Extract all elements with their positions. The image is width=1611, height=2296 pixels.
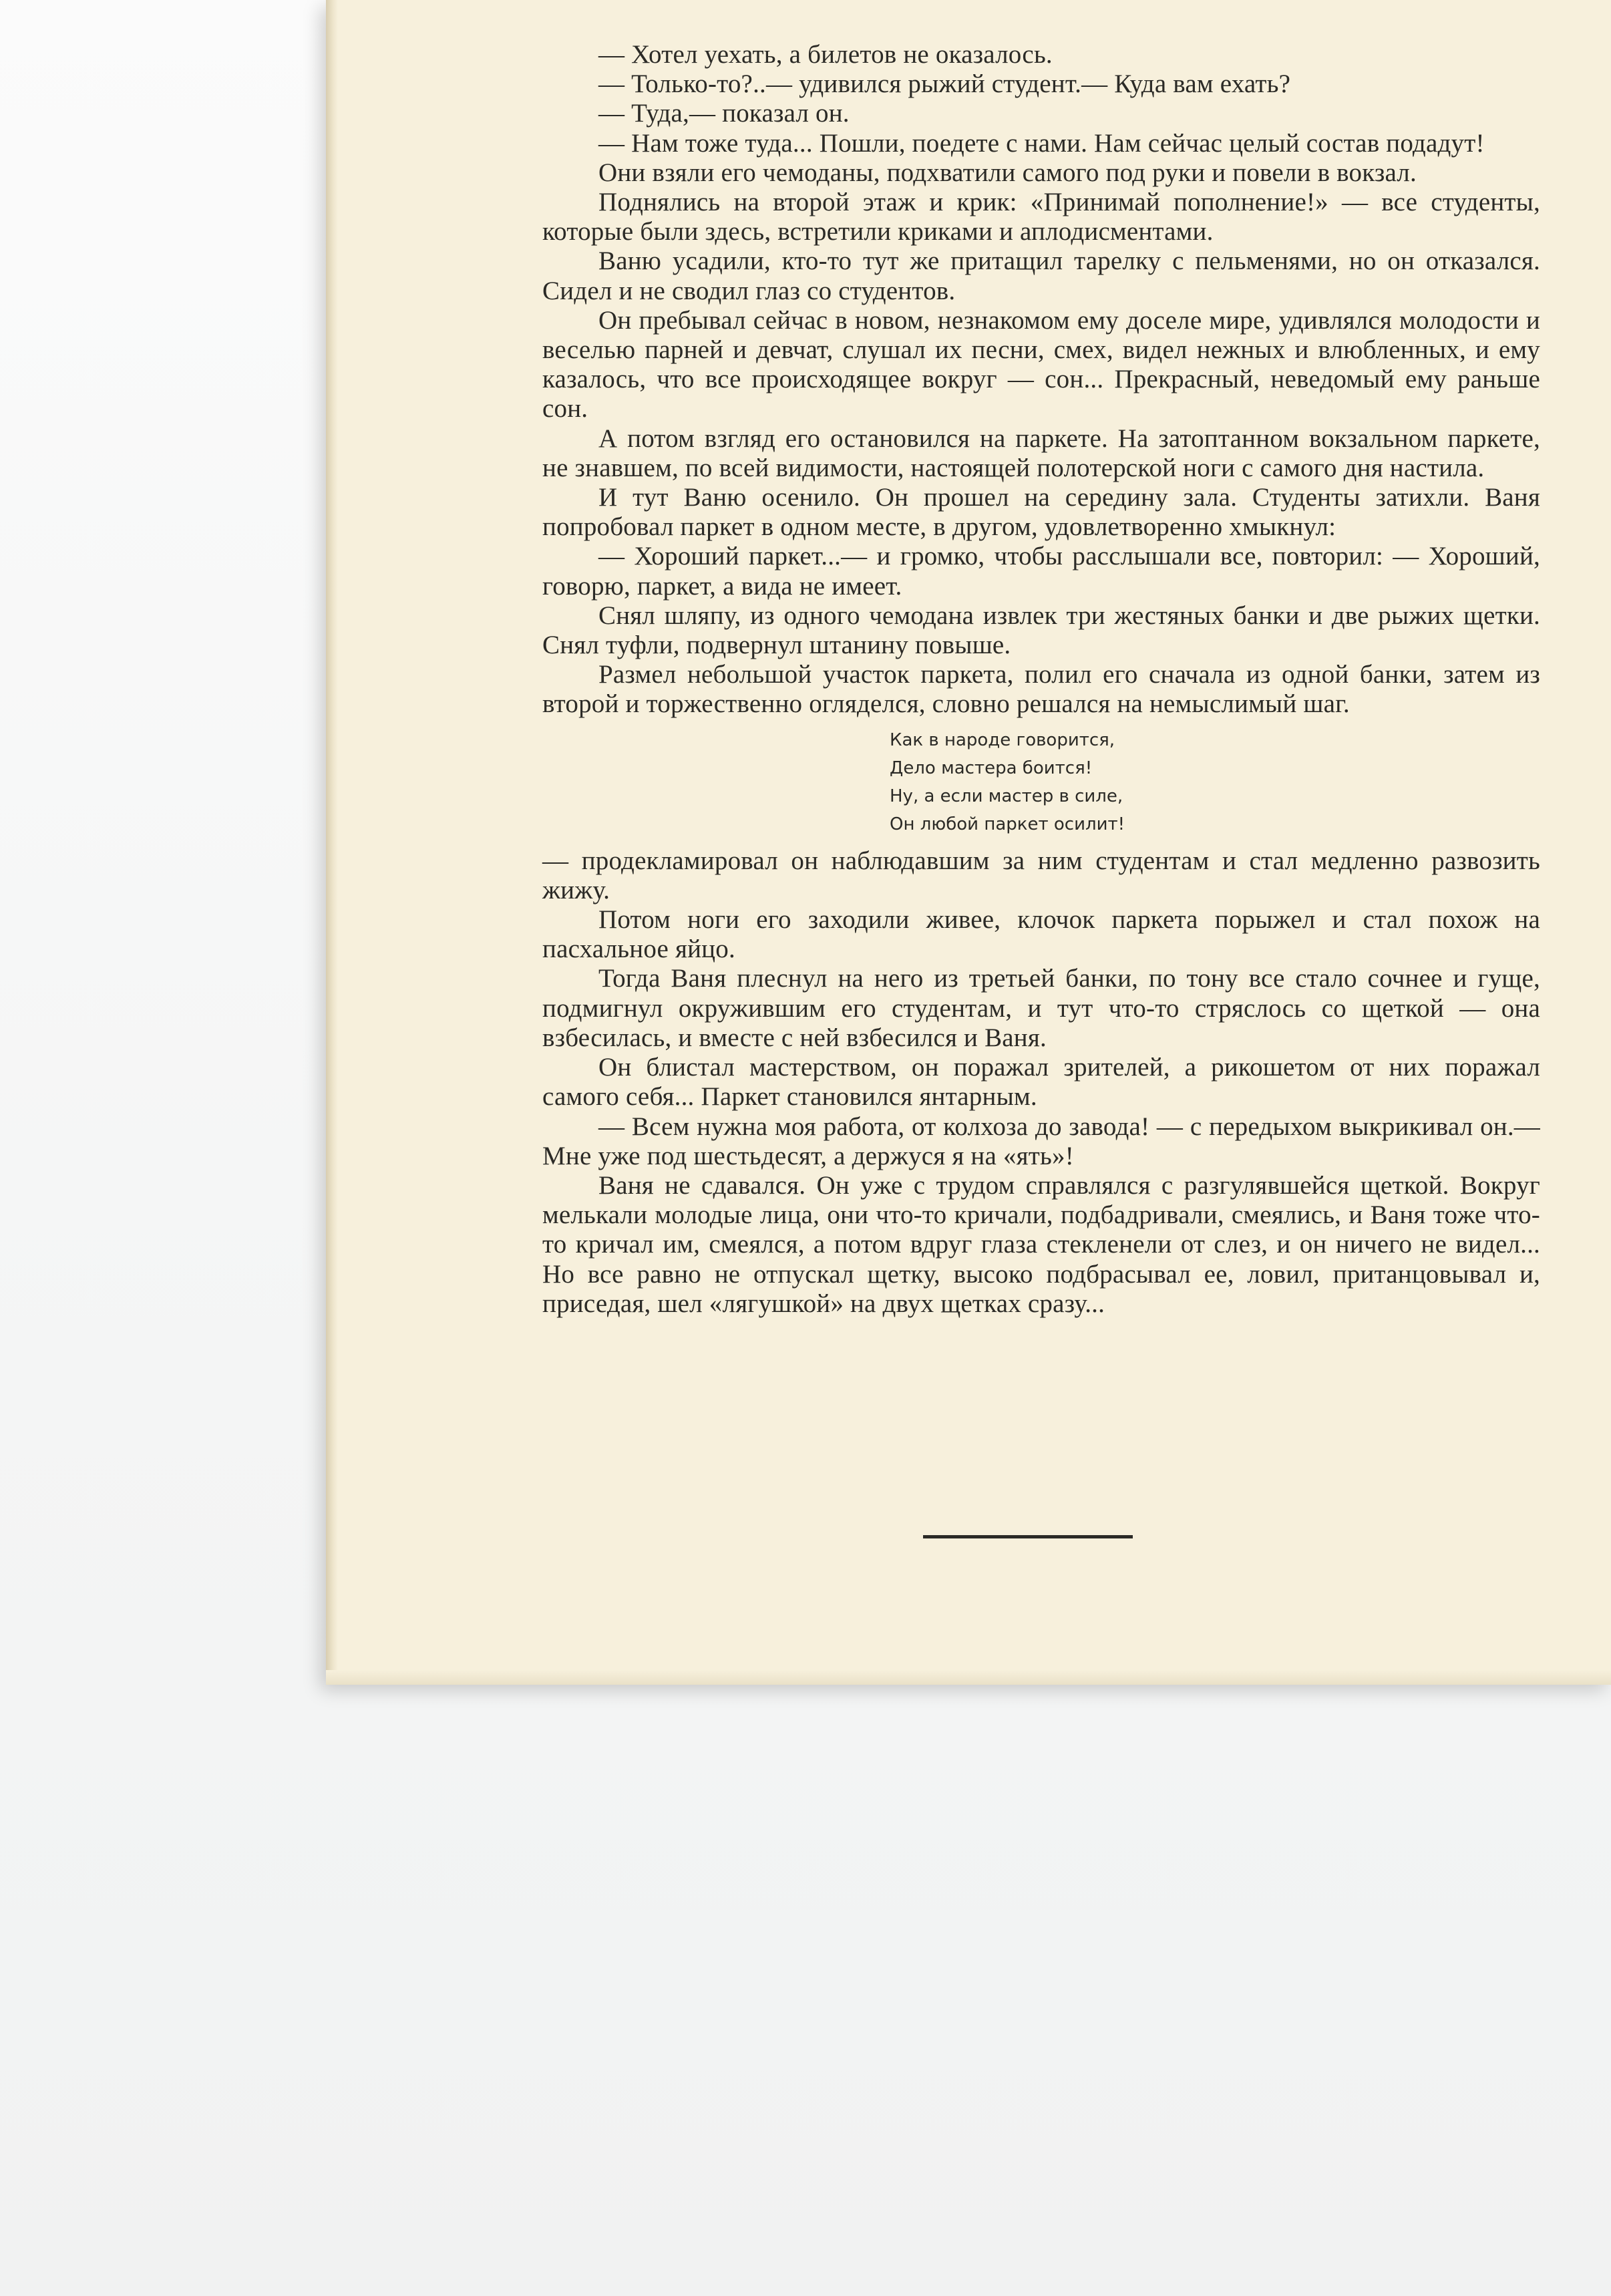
poem-line: Ну, а если мастер в силе, [890, 786, 1123, 806]
paragraph: Снял шляпу, из одного чемодана извлек три жестяных банки и две рыжих щетки. Снял туфли, подвернул штанину повыше. [542, 601, 1540, 660]
paragraph: — Туда,— показал он. [598, 99, 850, 128]
paragraph: Тогда Ваня плеснул на него из третьей банки, по тону все стало сочнее и гуще, подмигнул окружившим его студентам, и тут что-то стряслось со щеткой — она взбесилась, и вместе с ней взбесился и Ваня. [542, 964, 1540, 1052]
paragraph-after-poem: — продекламировал он наблюдавшим за ним студентам и стал медленно развозить жижу. [542, 846, 1540, 905]
paragraph: Потом ноги его заходили живее, клочок паркета порыжел и стал похож на пасхальное яйцо. [542, 905, 1540, 964]
page-bottom-edge [326, 1670, 1611, 1685]
paragraph: — Только-то?..— удивился рыжий студент.— Куда вам ехать? [598, 69, 1291, 99]
page-text [542, 40, 1540, 1319]
paragraph: Он блистал мастерством, он поражал зрителей, а рикошетом от них поражал самого себя... Паркет становился янтарным. [542, 1053, 1540, 1112]
poem-line: Он любой паркет осилит! [890, 814, 1125, 834]
paragraph: Ваня не сдавался. Он уже с трудом справлялся с разгулявшейся щеткой. Вокруг мелькали молодые лица, они что-то кричали, подбадривали, смеялись, и Ваня тоже что-то кричал им, смеялся, а потом вдруг глаза стекленели от слез, и он ничего не видел... Но все равно не отпускал щетку, высоко подбрасывал ее, ловил, пританцовывал и, приседая, шел «лягушкой» на двух щетках сразу... [542, 1170, 1540, 1318]
paragraph: А потом взгляд его остановился на паркете. На затоптанном вокзальном паркете, не знавшем, по всей видимости, настоящей полотерской ноги с самого дня настила. [542, 424, 1540, 482]
paragraph: Поднялись на второй этаж и крик: «Принимай пополнение!» — все студенты, которые были здесь, встретили криками и аплодисментами. [542, 188, 1540, 247]
paragraph: — Хотел уехать, а билетов не оказалось. [598, 40, 1053, 69]
page-edge-shadow [326, 0, 338, 1683]
section-end-rule [923, 1535, 1133, 1538]
paragraph: И тут Ваню осенило. Он прошел на середину зала. Студенты затихли. Ваня попробовал паркет в одном месте, в другом, удовлетворенно хмыкнул: [542, 483, 1540, 542]
paragraph: Размел небольшой участок паркета, полил его сначала из одной банки, затем из второй и торжественно огляделся, словно решался на немыслимый шаг. [542, 660, 1540, 719]
paragraph: — Всем нужна моя работа, от колхоза до завода! — с передыхом выкрикивал он.— Мне уже под шестьдесят, а держуся я на «ять»! [542, 1112, 1540, 1170]
paragraph: — Хороший паркет...— и громко, чтобы расслышали все, повторил: — Хороший, говорю, паркет, а вида не имеет. [542, 542, 1540, 601]
poem-line: Как в народе говорится, [890, 729, 1115, 750]
paragraph: — Нам тоже туда... Пошли, поедете с нами. Нам сейчас целый состав подадут! [598, 128, 1485, 158]
poem-line: Дело мастера боится! [890, 758, 1093, 778]
paragraph: Он пребывал сейчас в новом, незнакомом ему доселе мире, удивлялся молодости и веселью парней и девчат, слушал их песни, смех, видел нежных и влюбленных, и ему казалось, что все происходящее вокруг — сон... Прекрасный, неведомый ему раньше сон. [542, 305, 1540, 424]
poem-verse [542, 719, 1540, 846]
paragraph: Ваню усадили, кто-то тут же притащил тарелку с пельменями, но он отказался. Сидел и не сводил глаз со студентов. [542, 247, 1540, 305]
paragraph: Они взяли его чемоданы, подхватили самого под руки и повели в вокзал. [598, 158, 1417, 187]
